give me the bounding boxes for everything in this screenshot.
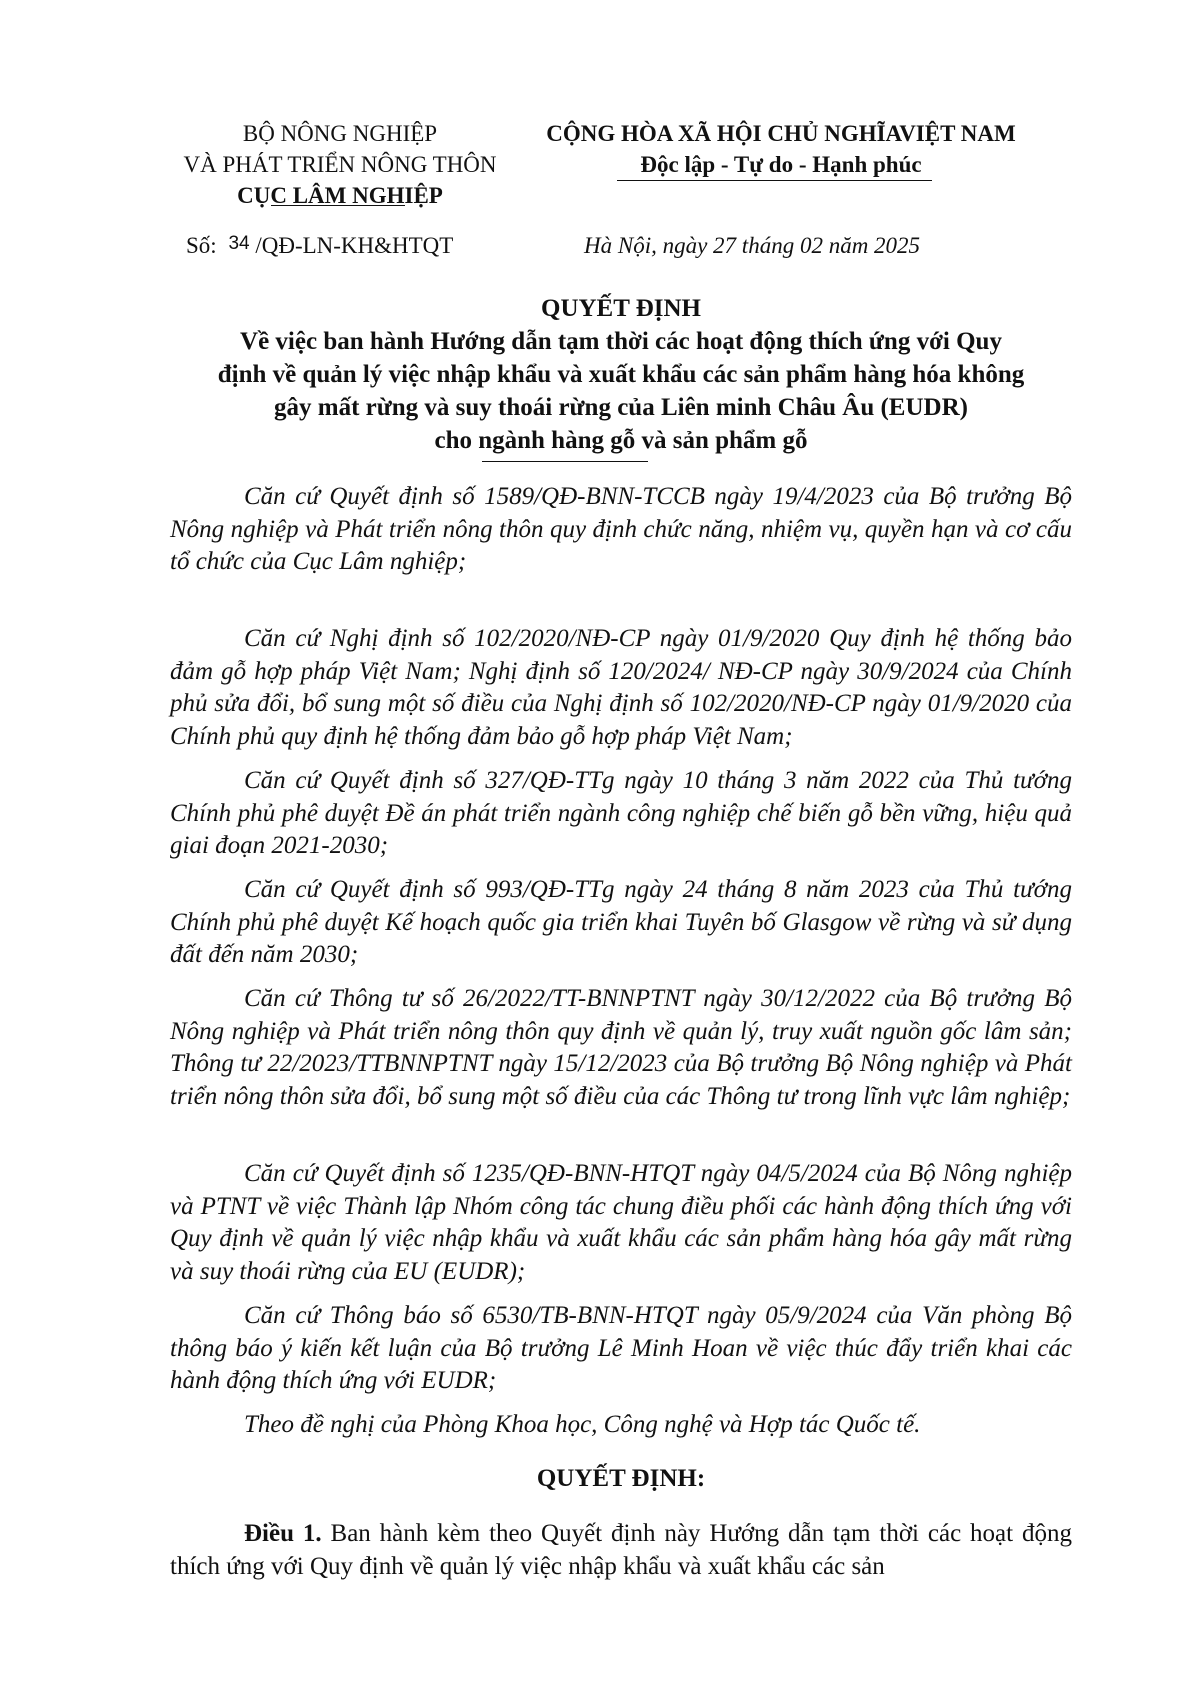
agency-underline [271, 205, 405, 206]
ministry-line-2: VÀ PHÁT TRIỂN NÔNG THÔN [183, 152, 497, 177]
issuing-agency-block [160, 118, 520, 211]
decision-heading: QUYẾT ĐỊNH [541, 295, 701, 322]
preamble-paragraph: Căn cứ Thông báo số 6530/TB-BNN-HTQT ngày 05/9/2024 của Văn phòng Bộ thông báo ý kiến kết luận của Bộ trưởng Lê Minh Hoan về việc thúc đẩy triển khai các hành động thích ứng với EUDR; [170, 1302, 1072, 1394]
preamble-paragraph: Theo đề nghị của Phòng Khoa học, Công nghệ và Hợp tác Quốc tế. [244, 1411, 921, 1438]
title-underline [482, 461, 648, 462]
doc-number-suffix: /QĐ-LN-KH&HTQT [255, 233, 454, 258]
decision-section-heading: QUYẾT ĐỊNH: [536, 1465, 706, 1492]
article-1-text: Ban hành kèm theo Quyết định này Hướng dẫn tạm thời các hoạt động thích ứng với Quy định về quản lý việc nhập khẩu và xuất khẩu các sản [170, 1520, 1072, 1580]
nation-name: CỘNG HÒA XÃ HỘI CHỦ NGHĨAVIỆT NAM [546, 121, 1016, 146]
subject-line-2: định về quản lý việc nhập khẩu và xuất khẩu các sản phẩm hàng hóa không [217, 361, 1025, 388]
national-motto: Độc lập - Tự do - Hạnh phúc [640, 152, 922, 177]
national-title-block [526, 118, 1036, 180]
subject-line-4: cho ngành hàng gỗ và sản phẩm gỗ [434, 427, 808, 454]
document-date: Hà Nội, ngày 27 tháng 02 năm 2025 [584, 233, 921, 258]
article-1 [170, 1518, 1072, 1583]
agency-name: CỤC LÂM NGHIỆP [237, 183, 443, 208]
ministry-line-1: BỘ NÔNG NGHIỆP [242, 121, 438, 146]
article-1-label: Điều 1. [244, 1520, 322, 1547]
motto-underline [617, 180, 932, 181]
preamble-paragraph: Căn cứ Quyết định số 327/QĐ-TTg ngày 10 tháng 3 năm 2022 của Thủ tướng Chính phủ phê duyệt Đề án phát triển ngành công nghiệp chế biến gỗ bền vững, hiệu quả giai đoạn 2021-2030; [170, 767, 1072, 859]
preamble-paragraph: Căn cứ Quyết định số 993/QĐ-TTg ngày 24 tháng 8 năm 2023 của Thủ tướng Chính phủ phê duyệt Kế hoạch quốc gia triển khai Tuyên bố Glasgow về rừng và sử dụng đất đến năm 2030; [170, 876, 1072, 968]
preamble-paragraph: Căn cứ Quyết định số 1235/QĐ-BNN-HTQT ngày 04/5/2024 của Bộ Nông nghiệp và PTNT về việc Thành lập Nhóm công tác chung điều phối các hành động thích ứng với Quy định về quản lý việc nhập khẩu và xuất khẩu các sản phẩm hàng hóa gây mất rừng và suy thoái rừng của EU (EUDR); [170, 1160, 1072, 1285]
document-number [186, 231, 453, 263]
preamble-paragraph: Căn cứ Nghị định số 102/2020/NĐ-CP ngày 01/9/2020 Quy định hệ thống bảo đảm gỗ hợp pháp Việt Nam; Nghị định số 120/2024/ NĐ-CP ngày 30/9/2024 của Chính phủ sửa đổi, bổ sung một số điều của Nghị định số 102/2020/NĐ-CP ngày 01/9/2020 của Chính phủ quy định hệ thống đảm bảo gỗ hợp pháp Việt Nam; [170, 625, 1072, 750]
decision-title-block [160, 292, 1082, 457]
subject-line-3: gây mất rừng và suy thoái rừng của Liên minh Châu Âu (EUDR) [274, 394, 968, 421]
doc-number-value: 34 [228, 233, 250, 254]
preamble-paragraph: Căn cứ Thông tư số 26/2022/TT-BNNPTNT ngày 30/12/2022 của Bộ trưởng Bộ Nông nghiệp và Phát triển nông thôn quy định về quản lý, truy xuất nguồn gốc lâm sản; Thông tư 22/2023/TTBNNPTNT ngày 15/12/2023 của Bộ trưởng Bộ Nông nghiệp và Phát triển nông thôn sửa đổi, bổ sung một số điều của các Thông tư trong lĩnh vực lâm nghiệp; [170, 985, 1072, 1110]
doc-number-prefix: Số: [186, 233, 217, 258]
subject-line-1: Về việc ban hành Hướng dẫn tạm thời các hoạt động thích ứng với Quy [240, 328, 1002, 355]
preamble-paragraph: Căn cứ Quyết định số 1589/QĐ-BNN-TCCB ngày 19/4/2023 của Bộ trưởng Bộ Nông nghiệp và Phát triển nông thôn quy định chức năng, nhiệm vụ, quyền hạn và cơ cấu tổ chức của Cục Lâm nghiệp; [170, 483, 1072, 575]
